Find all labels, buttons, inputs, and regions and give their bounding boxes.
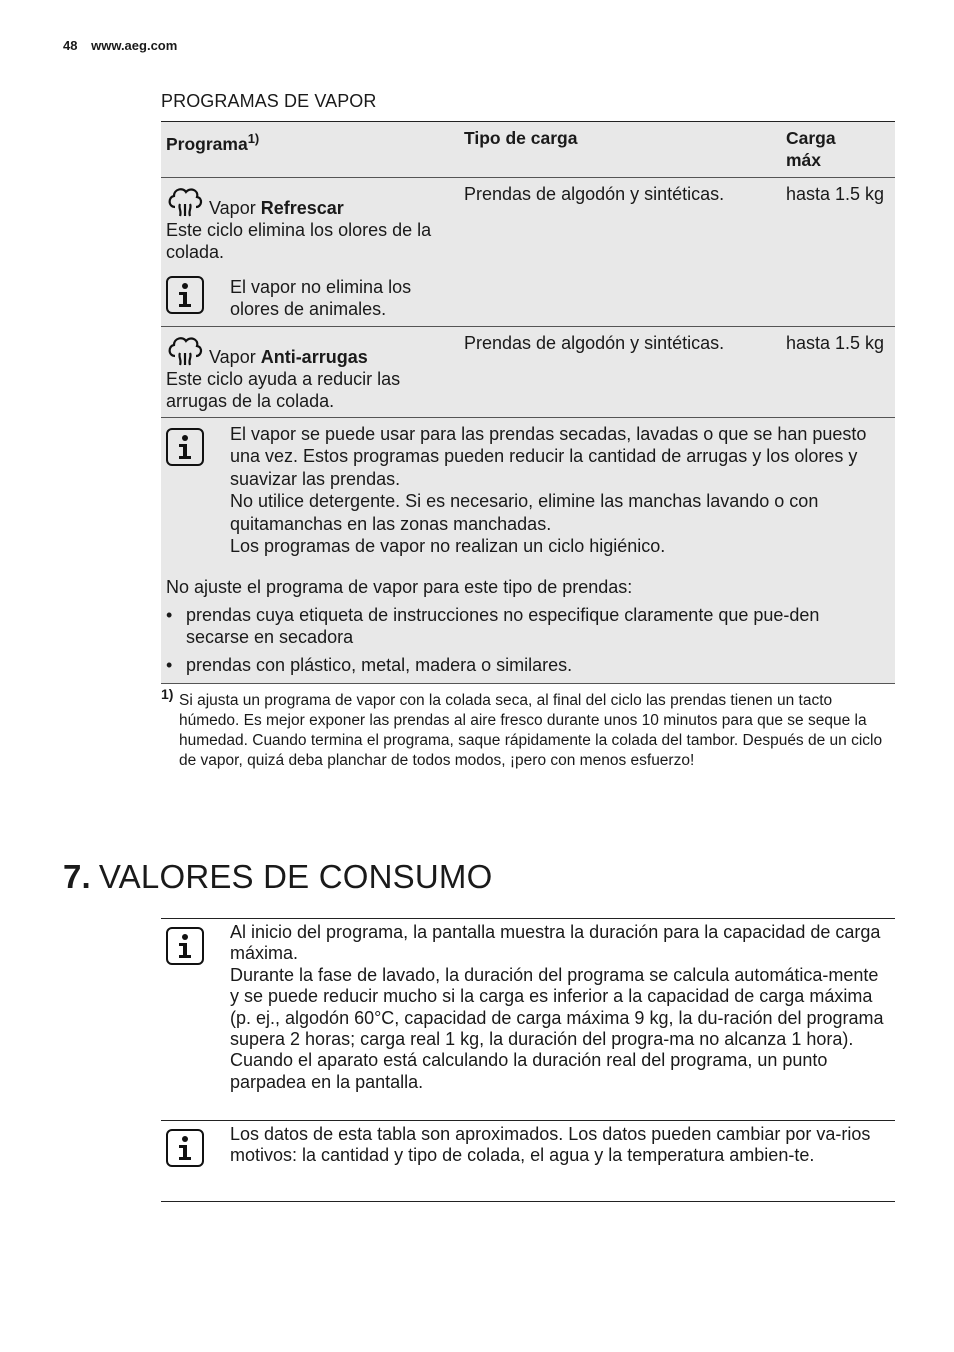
steam-programs-table	[161, 121, 895, 684]
footnote-text: Si ajusta un programa de vapor con la colada seca, al final del ciclo las prendas tienen un tacto húmedo. Es mejor exponer las prendas al aire fresco durante unos 10 minutos para que se seque la humedad. Cuando termina el programa, saque rápidamente la colada del tambor. Después de un ciclo de vapor, quizá deba planchar de todos modos, ¡pero con menos esfuerzo!	[179, 692, 883, 769]
steam-icon	[166, 334, 204, 368]
tipo-carga-cell: Prendas de algodón y sintéticas.	[464, 333, 725, 353]
chapter-title: VALORES DE CONSUMO	[98, 858, 493, 895]
chapter-heading	[63, 858, 492, 896]
program-note: El vapor no elimina los olores de animales.	[166, 276, 455, 320]
info-icon	[166, 927, 204, 965]
info-icon	[166, 428, 204, 466]
list-item: • prendas cuya etiqueta de instrucciones no especifique claramente que pue-den secarse en secadora	[166, 605, 820, 648]
consumo-note-1: Al inicio del programa, la pantalla muestra la duración para la capacidad de carga máxima. Durante la fase de lavado, la duración del programa se calcula automática-mente y se puede reducir mucho si la carga es inferior a la capacidad de carga máxima (p. ej., algodón 60°C, capacidad de carga máxima 9 kg, la du-ración del programa supera 2 horas; carga real 1 kg, la duración del progra-ma no alcanza 1 hora). Cuando el aparato está calculando la duración real del programa, un punto parpadea en la pantalla.	[161, 918, 895, 1120]
tipo-carga-cell: Prendas de algodón y sintéticas.	[464, 184, 725, 204]
page-number: 48	[63, 38, 78, 53]
column-header-carga-max: Carga máx	[786, 128, 836, 170]
info-icon	[166, 276, 204, 314]
steam-general-note: El vapor se puede usar para las prendas secadas, lavadas o que se han puesto una vez. Estos programas pueden reducir la cantidad de arrugas y los olores y suavizar las prendas. No utilice detergente. Si es necesario, elimine las manchas lavando o con quitamanchas en las zonas manchadas. Los programas de vapor no realizan un ciclo higiénico.	[161, 418, 895, 557]
program-description: Este ciclo ayuda a reducir las arrugas de la colada.	[166, 369, 401, 411]
table-header-row	[161, 122, 895, 178]
carga-max-cell: hasta 1.5 kg	[786, 184, 885, 204]
website-link[interactable]: www.aeg.com	[91, 38, 178, 53]
program-name: Vapor Anti-arrugas	[166, 332, 455, 368]
table-row	[161, 178, 895, 327]
page-header	[63, 38, 187, 53]
warning-lead: No ajuste el programa de vapor para este tipo de prendas:	[166, 577, 633, 598]
program-name: Vapor Refrescar	[166, 183, 455, 219]
info-icon	[166, 1129, 204, 1167]
carga-max-cell: hasta 1.5 kg	[786, 333, 885, 353]
footnote	[161, 687, 895, 771]
consumo-note-2: Los datos de esta tabla son aproximados. Los datos pueden cambiar por va-rios motivos: la cantidad y tipo de colada, el agua y la temperatura ambien-te.	[161, 1120, 895, 1202]
column-header-programa: Programa$^{1)}$	[166, 131, 260, 154]
warning-list	[161, 598, 895, 676]
column-header-tipo-carga: Tipo de carga	[464, 128, 578, 148]
table-notes-row	[161, 418, 895, 684]
steam-icon	[166, 185, 204, 219]
chapter-number: 7.	[63, 858, 91, 895]
section-title: PROGRAMAS DE VAPOR	[161, 91, 377, 111]
program-description: Este ciclo elimina los olores de la colada.	[166, 220, 432, 262]
footnote-mark: 1)	[161, 686, 174, 702]
table-row	[161, 327, 895, 418]
list-item: • prendas con plástico, metal, madera o similares.	[166, 655, 573, 676]
